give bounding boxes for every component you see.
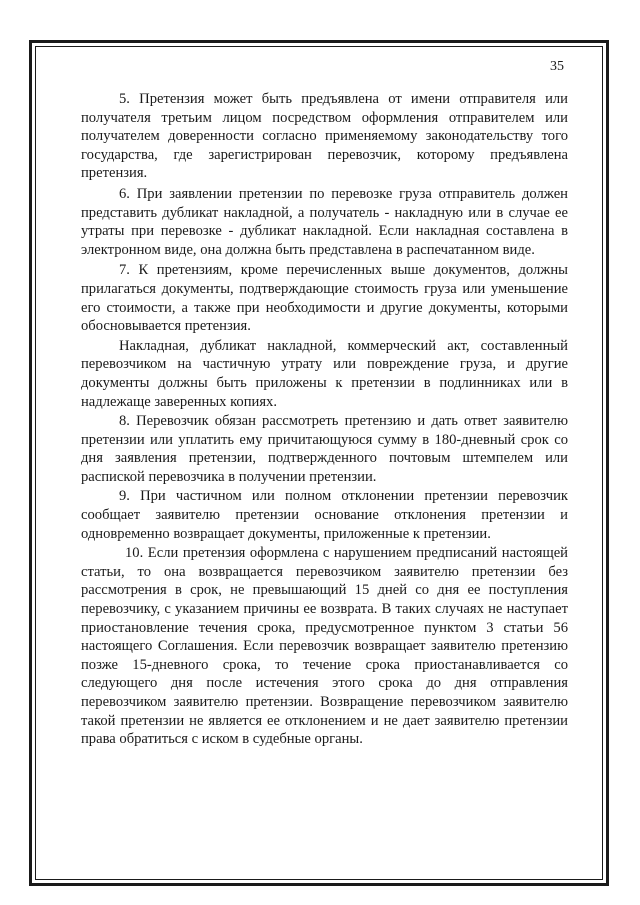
page-number: 35	[550, 59, 564, 74]
paragraph-item-8: 8. Перевозчик обязан рассмотреть претензию и дать ответ заявителю претензии или уплатить ему причитающуюся сумму в 180-дневный срок со дня заявления претензии, подтвержденного почтовым штемпелем или распиской перевозчика в получении претензии.	[81, 413, 568, 485]
paragraph-item-7: 7. К претензиям, кроме перечисленных выше документов, должны прилагаться документы, подтверждающие стоимость груза или уменьшение его стоимости, а также при необходимости и другие документы, которыми обосновывается претензия.	[81, 262, 568, 335]
document-body	[81, 90, 568, 749]
paragraph-item-5: 5. Претензия может быть предъявлена от имени отправителя или получателя третьим лицом посредством оформления отправителем или получателем доверенности согласно применяемому законодательству того государства, где зарегистрирован перевозчик, которому предъявлена претензия.	[81, 91, 568, 182]
paragraph-item-7-continuation: Накладная, дубликат накладной, коммерческий акт, составленный перевозчиком на частичную утрату или повреждение груза, и другие документы должны быть приложены к претензии в подлинниках или в надлежаще заверенных копиях.	[81, 337, 568, 410]
paragraph-item-6: 6. При заявлении претензии по перевозке груза отправитель должен представить дубликат накладной, а получатель - накладную или в случае ее утраты при перевозке - дубликат накладной. Если накладная составлена в электронном виде, она должна быть представлена в распечатанном виде.	[81, 185, 568, 258]
paragraph-item-9: 9. При частичном или полном отклонении претензии перевозчик сообщает заявителю претензии основание отклонения претензии и одновременно возвращает документы, приложенные к претензии.	[81, 488, 568, 542]
paragraph-item-10: 10. Если претензия оформлена с нарушением предписаний настоящей статьи, то она возвращается перевозчиком заявителю претензии без рассмотрения в срок, не превышающий 15 дней со дня ее поступления перевозчику, с указанием причины ее возврата. В таких случаях не наступает приостановление течения срока, предусмотренное пунктом 3 статьи 56 настоящего Соглашения. Если перевозчик возвращает заявителю претензию позже 15-дневного срока, то течение срока приостанавливается со следующего дня после истечения этого срока до дня отправления перевозчиком заявителю претензии. Возвращение перевозчиком заявителю такой претензии не является ее отклонением и не дает заявителю претензии права обратиться с иском в судебные органы.	[81, 545, 568, 748]
